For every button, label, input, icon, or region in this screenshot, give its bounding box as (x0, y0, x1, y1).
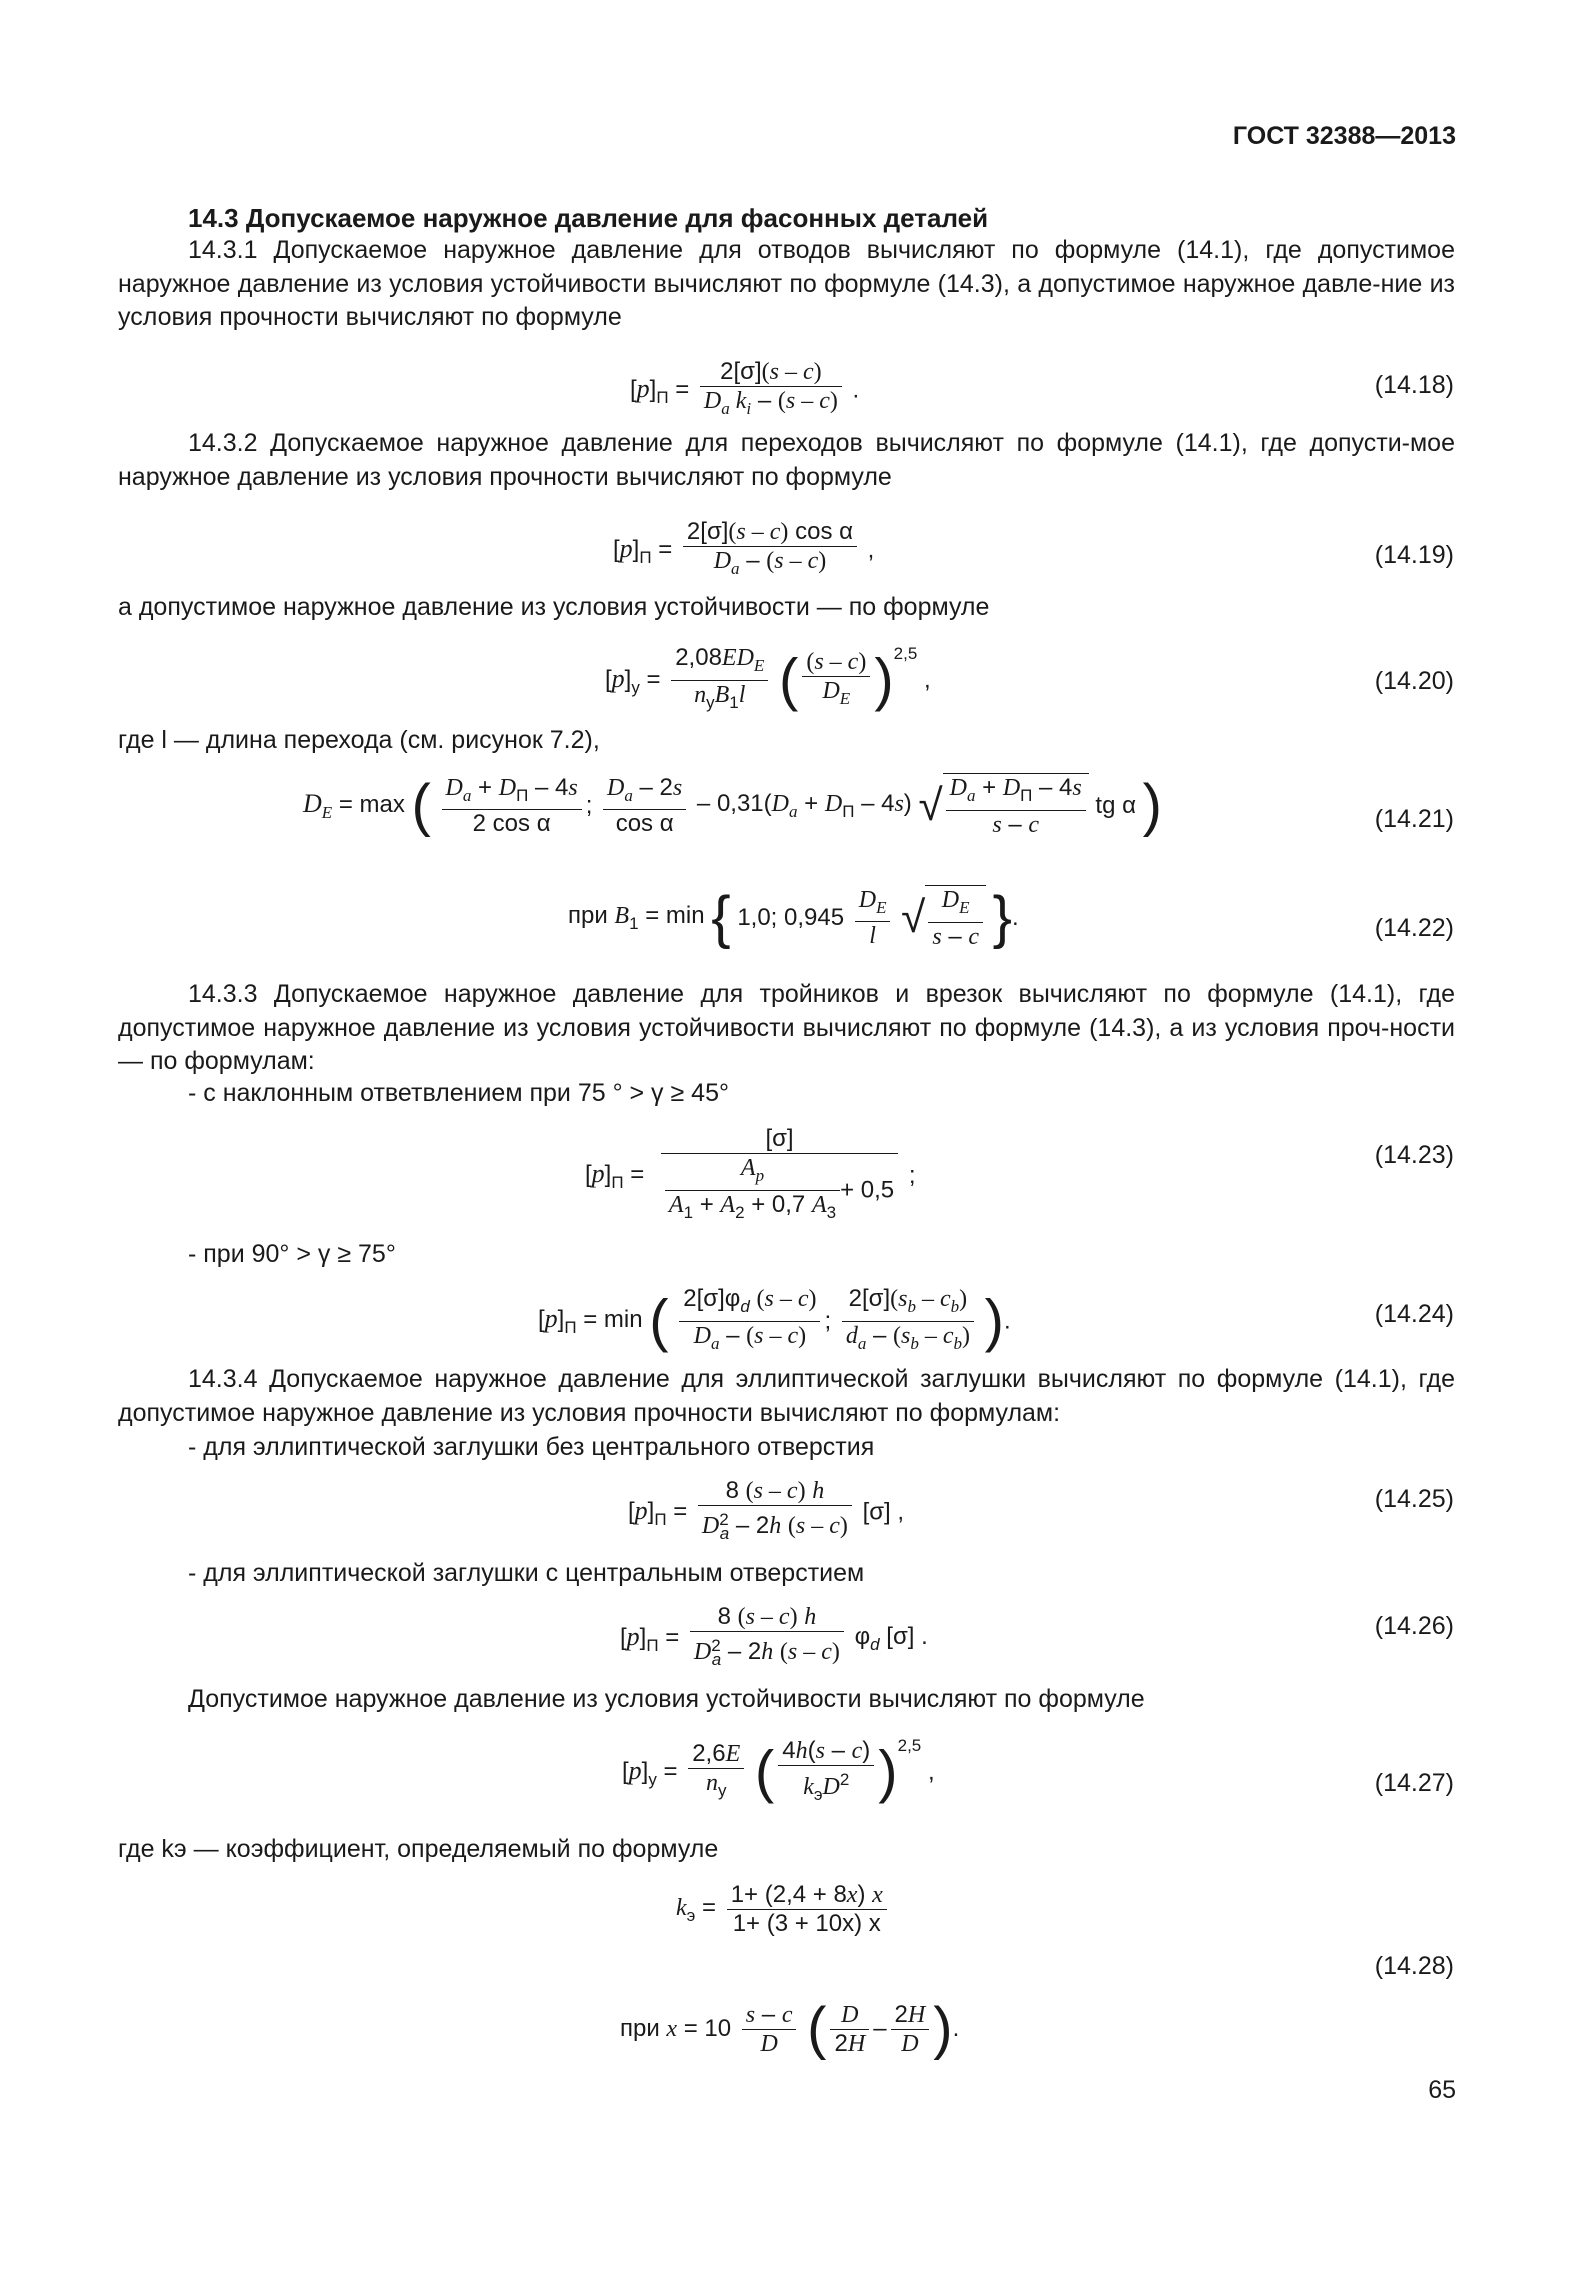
equation-number: (14.21) (1374, 805, 1454, 833)
equation-number: (14.19) (1374, 541, 1454, 569)
equation-number: (14.20) (1374, 667, 1454, 695)
formula-14-21: $D_E = \max$ ( $\frac{D_a + D_П - 4s}{\text{2 cos α}}$ ; $\frac{D_a - 2s}{\text{cos α}}$ – $0,31(D_a + D_П - 4s)$ √ $\frac{D_a + D_П - 4s}{s - c}$ tg α ) (303, 772, 1162, 838)
equation-number: (14.22) (1374, 914, 1454, 942)
formula-14-22: при $B_1 = \min$ { 1,0; 0,945 $\frac{D_E}{l}$ √ $\frac{D_E}{s - c}$ }. (568, 884, 1019, 950)
formula-14-19: $[p]_П$ = $\frac{\text{2[σ](s – c) cos α}}{D_a - (s - c)}$ , (613, 518, 875, 578)
paragraph-text: а допустимое наружное давление из условия устойчивости — по формуле (118, 593, 990, 621)
paragraph-text: - с наклонным ответвлением при 75 ° > γ ≥ 45° (188, 1079, 729, 1107)
equation-number: (14.27) (1374, 1769, 1454, 1797)
page-number: 65 (1428, 2076, 1456, 2104)
formula-14-24: $[p]_П = \min$ ( $\frac{2[\sigma]\varphi_d (s - c)}{D_a - (s - c)}$ ; $\frac{2[\sigma](s_b - c_b)}{d_a - (s_b - c_b)}$ ). (538, 1285, 1011, 1354)
paragraph-text: Допустимое наружное давление из условия устойчивости вычисляют по формуле (188, 1685, 1145, 1713)
formula-14-28-x: при x = 10 $\frac{s - c}{D}$ ( $\frac{D}{2H}$ – $\frac{2H}{D}$ ). (620, 1996, 960, 2061)
equation-number: (14.25) (1374, 1485, 1454, 1513)
equation-number: (14.28) (1374, 1952, 1454, 1980)
formula-14-18: $[p]_П$ = $\frac{2[\sigma](s - c)}{D_a k_i - (s - c)}$ . (630, 358, 860, 418)
paragraph-14-3-1: 14.3.1 Допускаемое наружное давление для отводов вычисляют по формуле (14.1), где допустимое наружное давление из условия устойчивости вычисляют по формуле (14.3), а допустимое наружное давле-ние из условия прочности вычисляют по формуле (118, 236, 1455, 331)
paragraph-text: - для эллиптической заглушки с центральным отверстием (188, 1559, 865, 1587)
document-code: ГОСТ 32388—2013 (1232, 122, 1456, 150)
formula-14-26: $[p]_П$ = $\frac{8 (s - c) h}{D^2_a - 2h (s - c)}$ $\varphi_d$ [σ] . (620, 1603, 928, 1669)
formula-14-20: $[p]_у$ = $\frac{2,08ED_E}{n_уB_1l}$ ( $\frac{(s - c)}{D_E}$ )$^{2,5}$ , (605, 644, 931, 713)
paragraph-14-3-2: 14.3.2 Допускаемое наружное давление для переходов вычисляют по формуле (14.1), где допусти-мое наружное давление из условия прочности вычисляют по формуле (118, 429, 1455, 491)
paragraph-14-3-3: 14.3.3 Допускаемое наружное давление для тройников и врезок вычисляют по формуле (14.1), где допустимое наружное давление из условия устойчивости вычисляют по формуле (14.3), а из условия проч-ности — по формулам: (118, 980, 1455, 1075)
section-title: 14.3 Допускаемое наружное давление для фасонных деталей (188, 203, 989, 233)
paragraph-text: где l — длина перехода (см. рисунок 7.2), (118, 726, 600, 754)
paragraph-text: где kэ — коэффициент, определяемый по формуле (118, 1835, 719, 1863)
paragraph-14-3-4: 14.3.4 Допускаемое наружное давление для эллиптической заглушки вычисляют по формуле (14.1), где допустимое наружное давление из условия прочности вычисляют по формулам: (118, 1365, 1455, 1427)
paragraph-text: - при 90° > γ ≥ 75° (188, 1240, 396, 1268)
formula-14-28-k: $k_э$ = $\frac{1+ (2,4 + 8x) x}{1+ (3 + 10x) x}$ (676, 1881, 891, 1938)
equation-number: (14.26) (1374, 1612, 1454, 1640)
equation-number: (14.24) (1374, 1300, 1454, 1328)
paragraph-text: - для эллиптической заглушки без центрального отверстия (188, 1433, 875, 1461)
formula-14-25: $[p]_П$ = $\frac{8 (s - c) h}{D^2_a - 2h (s - c)}$ [σ] , (628, 1477, 905, 1543)
formula-14-23: $[p]_П$ = [σ] $\frac{A_p}{A_1 + A_2 + 0,7 A_3}$ + 0,5 ; (585, 1125, 916, 1222)
formula-14-27: $[p]_у$ = $\frac{2,6E}{n_у}$ ( $\frac{4h(s - c)}{k_эD^2}$ )$^{2,5}$ , (622, 1736, 935, 1805)
equation-number: (14.23) (1374, 1141, 1454, 1169)
equation-number: (14.18) (1374, 371, 1454, 399)
